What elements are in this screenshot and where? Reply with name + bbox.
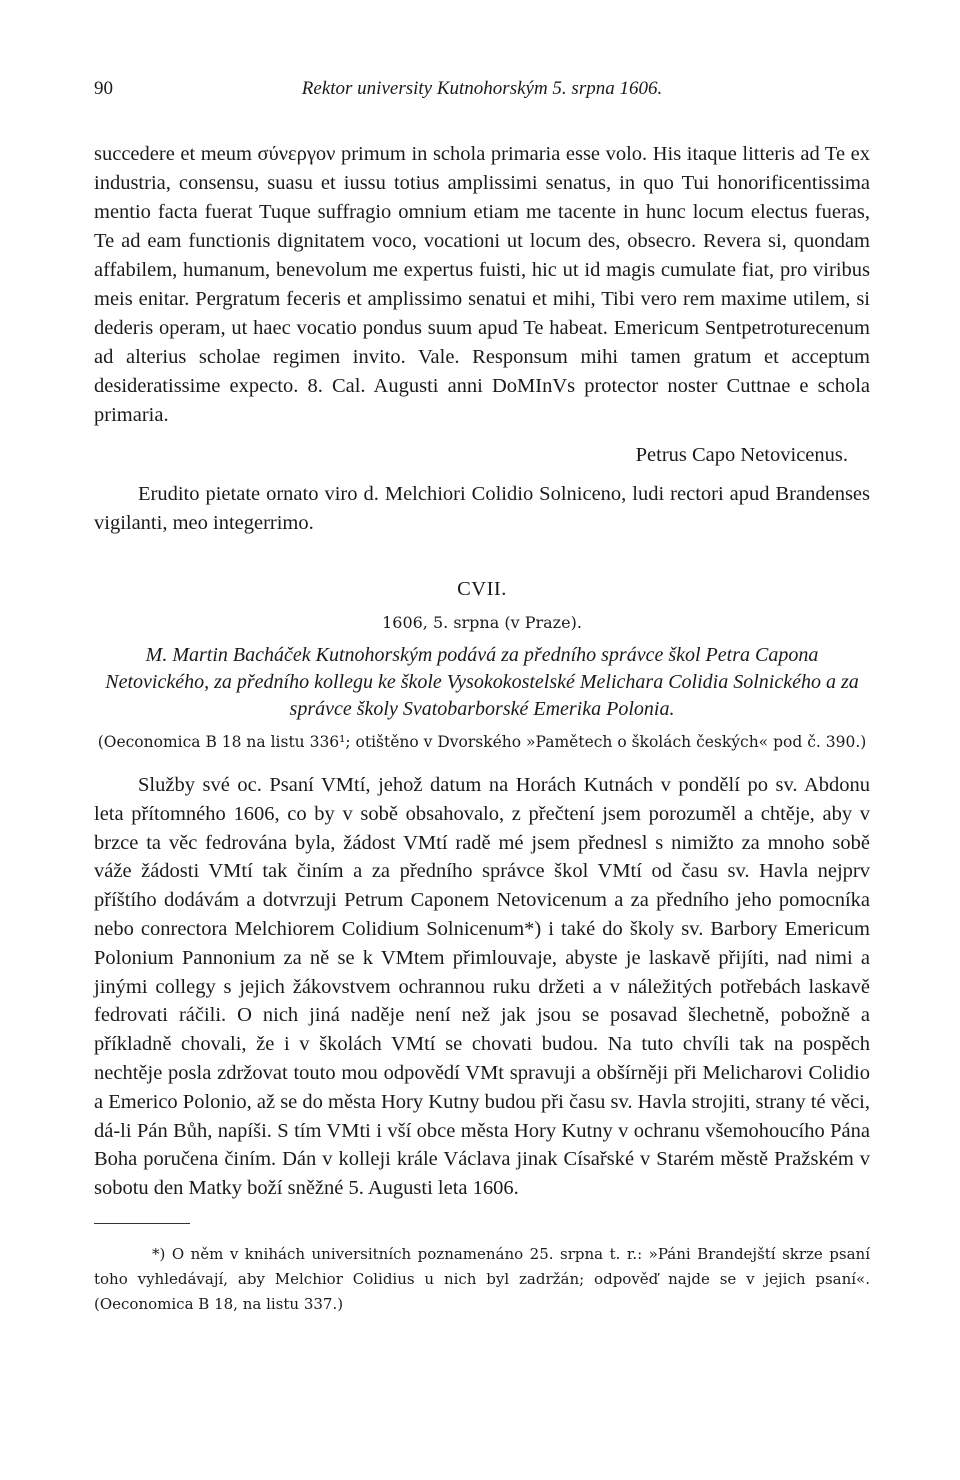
letter-signature: Petrus Capo Netovicenus. <box>635 444 848 466</box>
document-number: CVII. <box>457 578 507 600</box>
footnote: *) O něm v knihách universitních poznamenáno 25. srpna t. r.: »Páni Brandejští skrze psaní toho vyhledávají, aby Melchior Colidius u nich byl zadržán; odpověď najde se v jejich psaní«. (Oeconomica B 18, na listu 337.) <box>94 1244 870 1313</box>
page <box>94 78 870 1317</box>
document-date: 1606, 5. srpna (v Praze). <box>382 613 582 632</box>
footnote-divider <box>94 1223 190 1224</box>
running-title: Rektor university Kutnohorským 5. srpna 1606. <box>301 78 663 99</box>
document-regest: M. Martin Bacháček Kutnohorským podává za předního správce škol Petra Capona Netovického, za předního kollegu ke škole Vysokokostelské Melichara Colidia Solnického a za správce školy Svatobarborské Emerika Polonia. <box>105 644 859 720</box>
page-number: 90 <box>94 78 113 99</box>
letter-address: Erudito pietate ornato viro d. Melchiori Colidio Solniceno, ludi rectori apud Brandenses vigilanti, meo integerrimo. <box>94 483 870 534</box>
document-body: Služby své oc. Psaní VMtí, jehož datum na Horách Kutnách v pondělí po sv. Abdonu leta přítomného 1606, co by v sobě obsahovalo, z přečtení jsem porozuměl a chtěje, aby v brzce ta věc fedrována byla, žádost VMtí radě mé jsem přednesl s nimižto za mnoho sobě váže žádosti VMtí tak činím a za předního správce škol VMtí od času sv. Havla nejprv příštího dodávám a dotvrzuji Petrum Caponem Netovicenum a za předního jeho pomocníka nebo conrectora Melchiorem Colidium Solnicenum*) i také do školy sv. Barbory Emericum Polonium Pannonium za ně se k VMtem přimlouvaje, abyste je laskavě přijíti, nad nimi a jinými collegy s jejich žákovstvem ochrannou ruku držeti a v náležitých potřebách laskavě fedrovati ráčili. O nich jiná naděje není než jak jsou se posavad šlechetně, pobožně a příkladně chovali, že i v školách VMtí se chovati budou. Na tuto chvíli tak na pospěch nechtěje posla zdržovat touto mou odpovědí VMt spravuji a obšírněji při Melicharovi Colidio a Emerico Polonio, až se do města Hory Kutny budou při času sv. Havla strojiti, strany té věci, dá-li Pán Bůh, napíši. S tím VMti i vší obce města Hory Kutny v ochranu všemohoucího Pána Boha poručena činím. Dán v kolleji krále Václava jinak Císařské v Starém městě Pražském v sobotu den Matky boží sněžné 5. Augusti leta 1606. <box>94 774 870 1200</box>
previous-letter-body: succedere et meum σύνεργον primum in schola primaria esse volo. His itaque litteris ad Te ex industria, consensu, suasu et iussu totius amplissimi senatus, in quo Tui honorificentissima mentio facta fuerat Tuque suffragio omnium etiam me tacente in hunc locum electus fueras, Te ad eam functionis dignitatem voco, vocationi ut locum des, obsecro. Revera si, quondam affabilem, humanum, benevolum me expertus fuisti, hic ut id magis cumulate fiat, pro viribus meis enitar. Pergratum feceris et amplissimo senatui et mihi, Tibi vero rem maxime utilem, si dederis operam, ut haec vocatio pondus suum apud Te habeat. Emericum Sentpetroturecenum ad alterius scholae regimen invito. Vale. Responsum mihi tamen gratum et acceptum desideratissime expecto. 8. Cal. Augusti anni DoMInVs protector noster Cuttnae e schola primaria. <box>94 143 870 426</box>
page-header <box>94 78 870 108</box>
document-source: (Oeconomica B 18 na listu 336¹; otištěno v Dvorského »Pamětech o školách českých« pod č. 390.) <box>97 733 867 751</box>
